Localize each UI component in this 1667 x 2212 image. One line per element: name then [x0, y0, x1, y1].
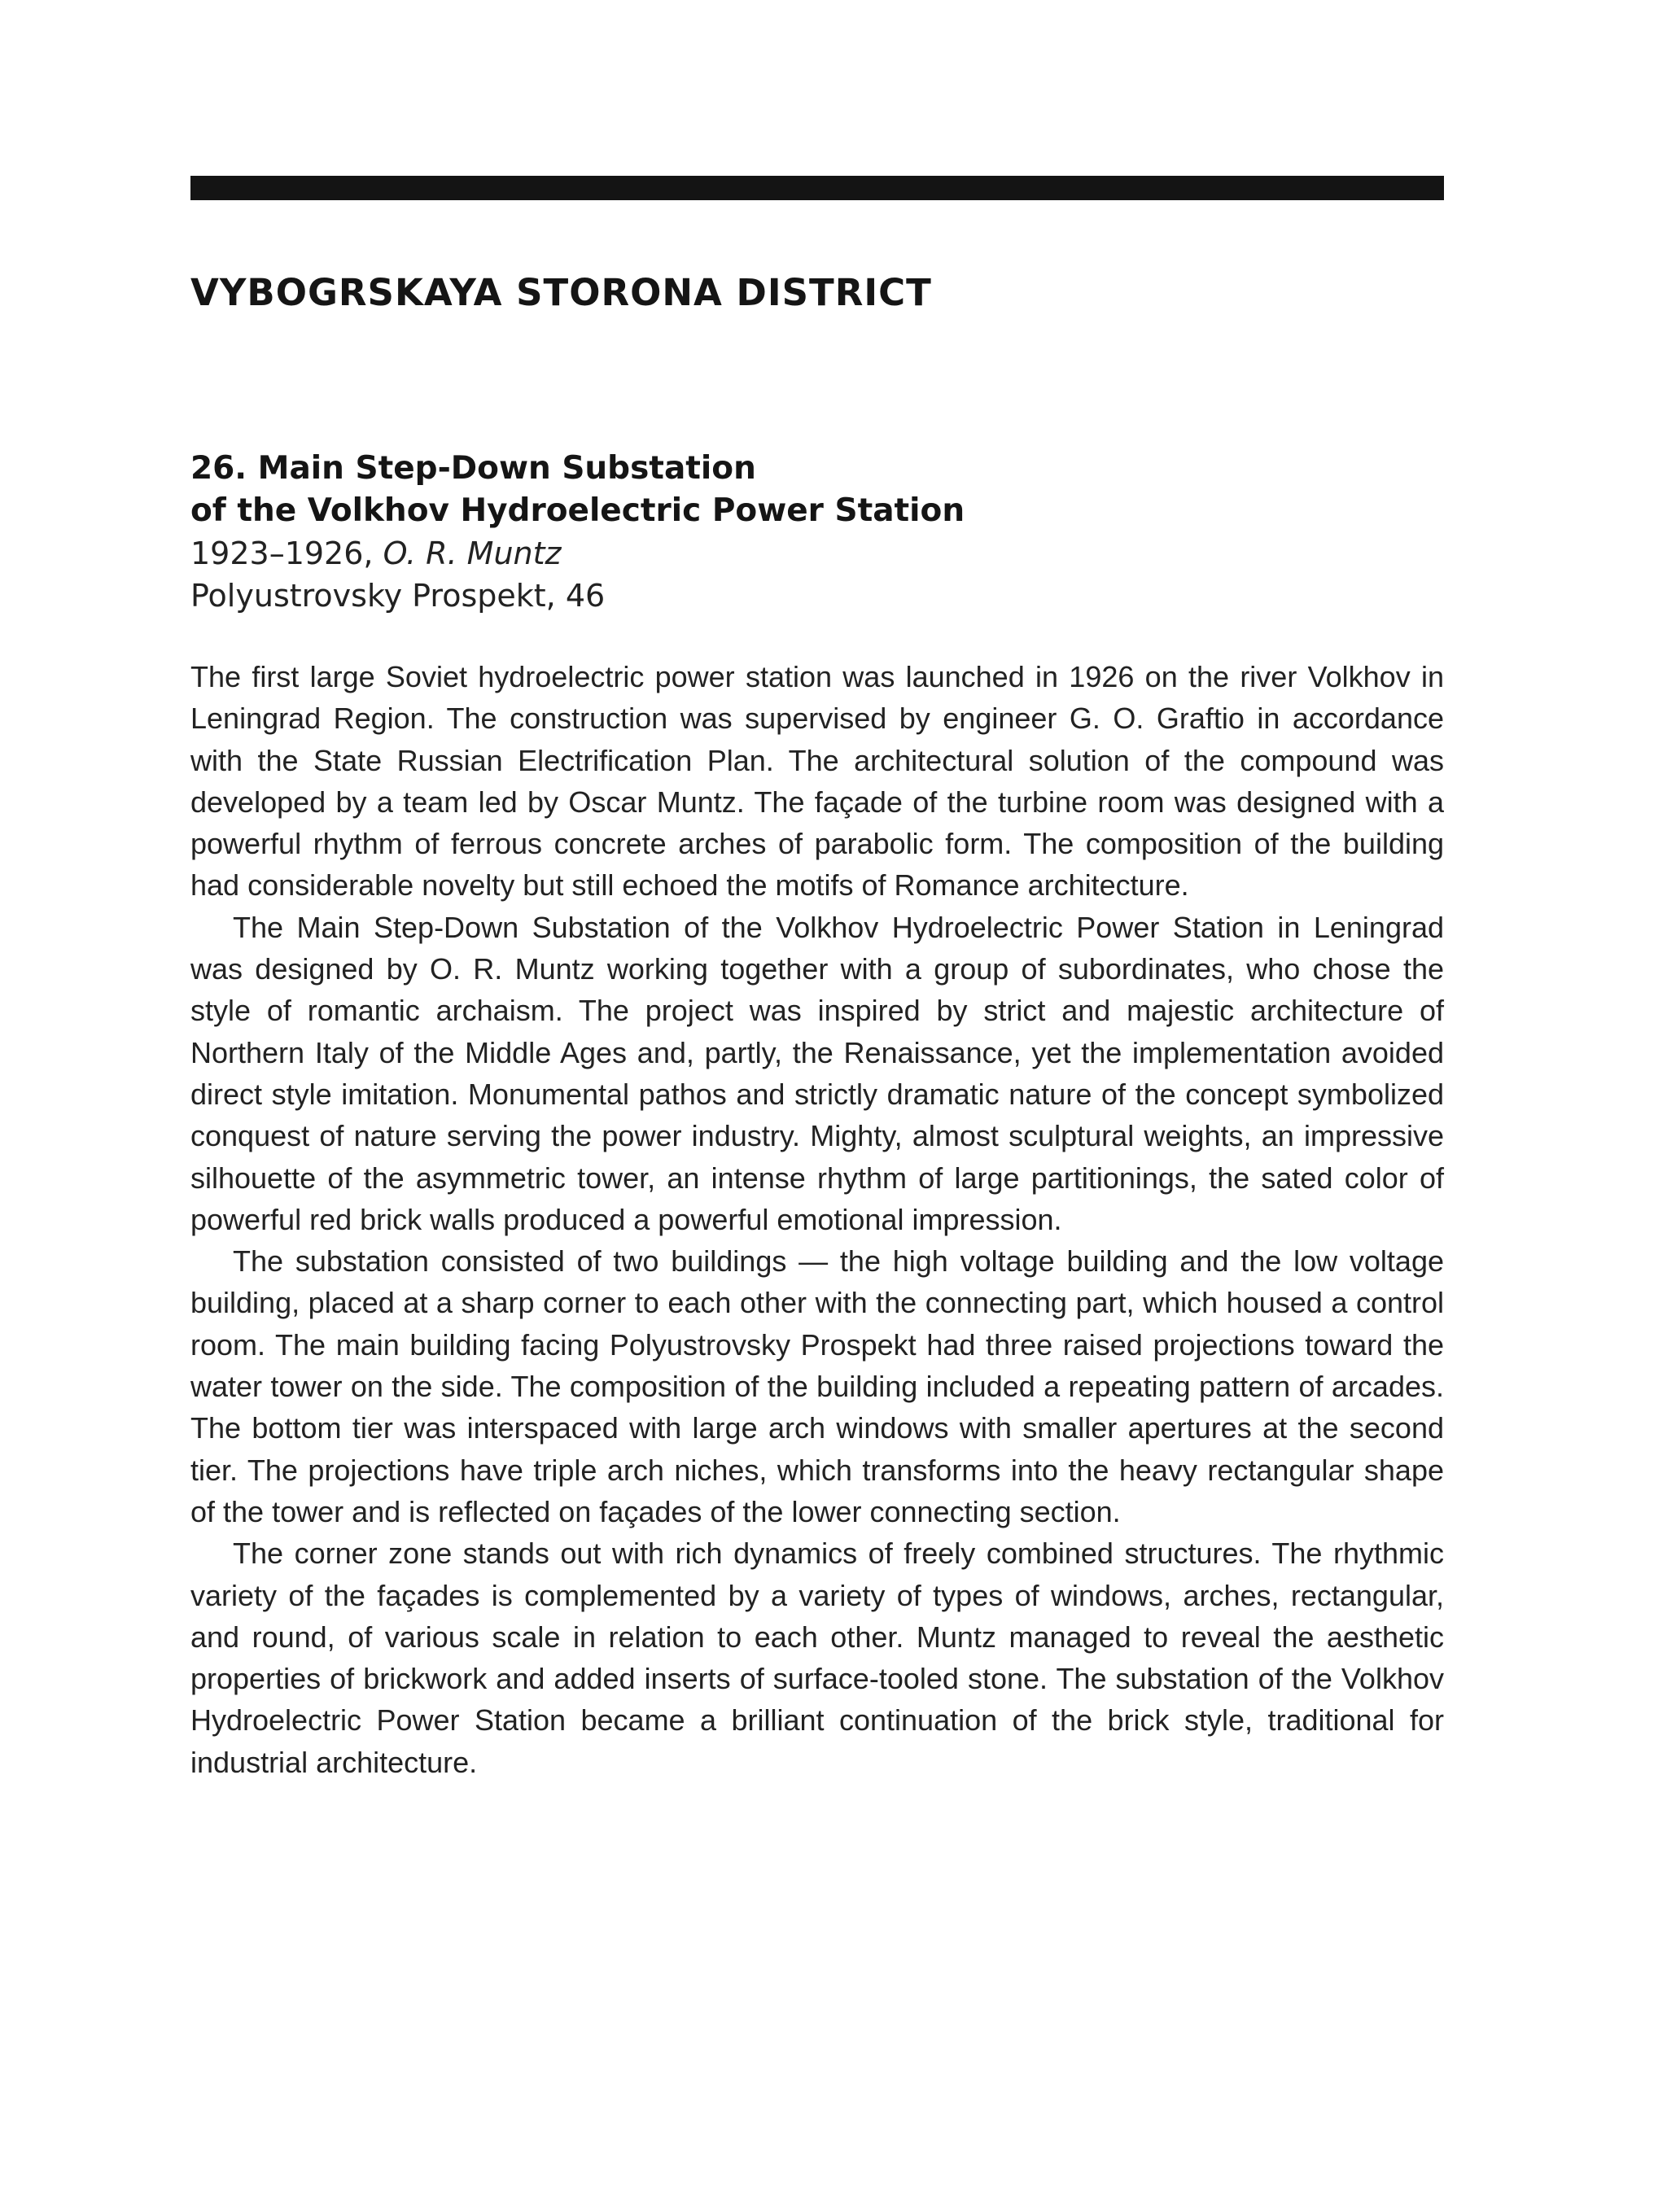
body-text — [190, 656, 1444, 1783]
entry-title — [190, 448, 1444, 532]
paragraph: The Main Step-Down Substation of the Volkhov Hydroelectric Power Station in Leningrad was designed by O. R. Muntz working together with a group of subordinates, who chose the style of romantic archaism. The project was inspired by strict and majestic architecture of Northern Italy of the Middle Ages and, partly, the Renaissance, yet the implementation avoided direct style imitation. Monumental pathos and strictly dramatic nature of the concept symbolized conquest of nature serving the power industry. Mighty, almost sculptural weights, an impressive silhouette of the asymmetric tower, an intense rhythm of large partitionings, the sated color of powerful red brick walls produced a powerful emotional impression. — [190, 910, 1444, 1236]
entry-header — [190, 448, 1444, 617]
district-title: VYBOGRSKAYA STORONA DISTRICT — [190, 271, 932, 314]
entry-title-line-2: of the Volkhov Hydroelectric Power Station — [190, 492, 965, 529]
top-rule — [190, 176, 1444, 200]
entry-years: 1923–1926, — [190, 536, 374, 571]
paragraph: The corner zone stands out with rich dynamics of freely combined structures. The rhythmic variety of the façades is complemented by a variety of types of windows, arches, rectangular, and round, of various scale in relation to each other. Muntz managed to reveal the aesthetic properties of brickwork and added inserts of surface-tooled stone. The substation of the Volkhov Hydroelectric Power Station became a brilliant continuation of the brick style, traditional for industrial architecture. — [190, 1537, 1444, 1779]
entry-date-architect — [190, 532, 1444, 575]
entry-title-line-1: 26. Main Step-Down Substation — [190, 450, 756, 487]
paragraph: The first large Soviet hydroelectric power station was launched in 1926 on the river Volkhov in Leningrad Region. The construction was supervised by engineer G. O. Graftio in accordance with the State Russian Electrification Plan. The architectural solution of the compound was developed by a team led by Oscar Muntz. The façade of the turbine room was designed with a powerful rhythm of ferrous concrete arches of parabolic form. The composition of the building had considerable novelty but still echoed the motifs of Romance architecture. — [190, 660, 1444, 903]
entry-address: Polyustrovsky Prospekt, 46 — [190, 578, 606, 614]
entry-architect: O. R. Muntz — [383, 536, 562, 571]
paragraph: The substation consisted of two buildings — the high voltage building and the low voltage building, placed at a sharp corner to each other with the connecting part, which housed a control room. The main building facing Polyustrovsky Prospekt had three raised projections toward the water tower on the side. The composition of the building included a repeating pattern of arcades. The bottom tier was interspaced with large arch windows with smaller apertures at the second tier. The projections have triple arch niches, which transforms into the heavy rectangular shape of the tower and is reflected on façades of the lower connecting section. — [190, 1244, 1444, 1528]
